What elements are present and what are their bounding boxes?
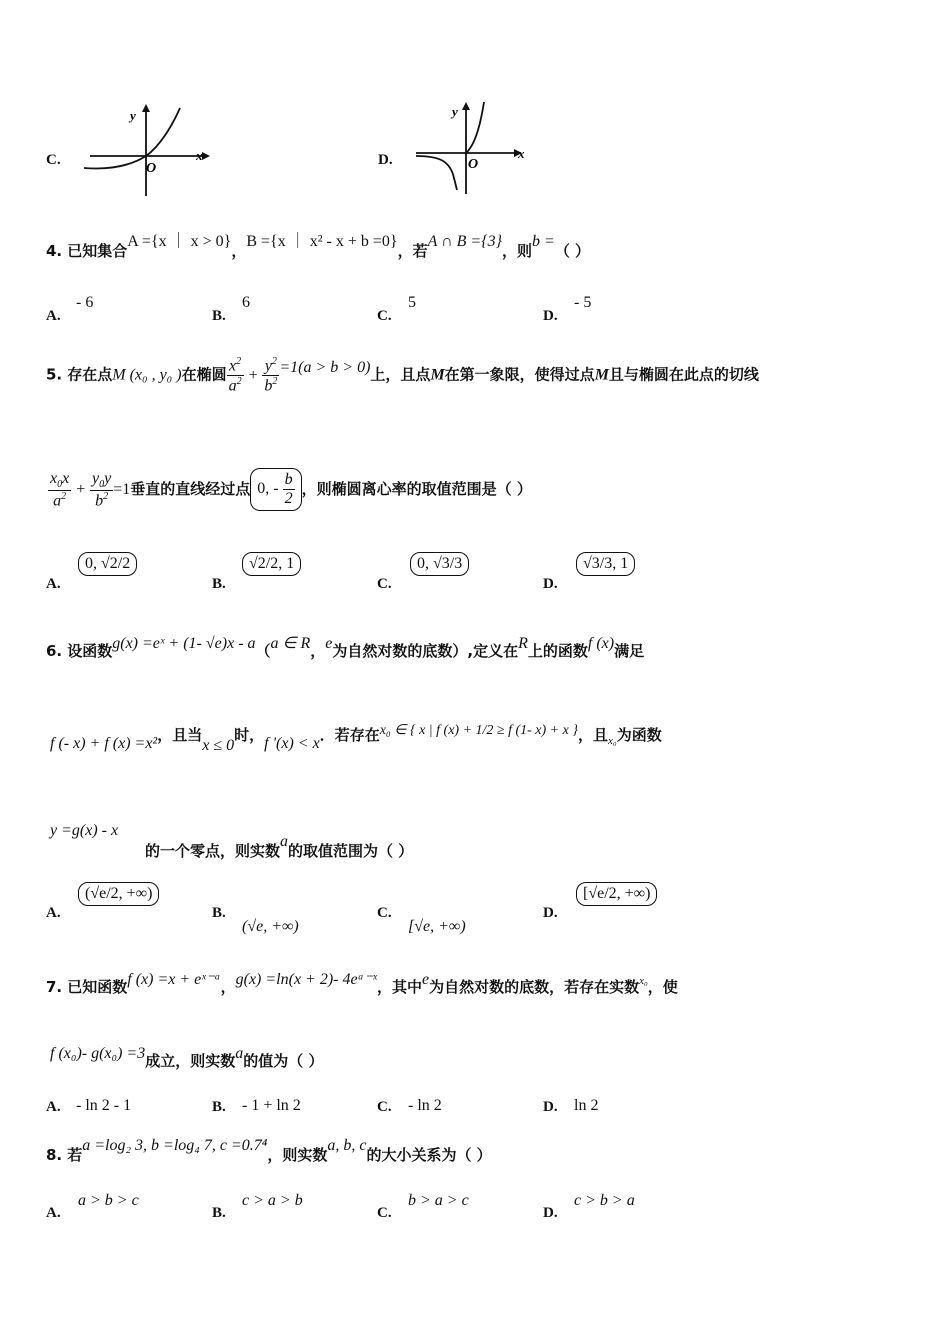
q5-text: 在第一象限，使得过点 — [444, 365, 595, 384]
q7-option-d-value: ln 2 — [574, 1097, 599, 1114]
question-5-line2: $\frac{x_0x}{a^2}$ + $\frac{y_0y}{b^2}$ =1垂直的直线经过点 0, - $\frac{b}{2}$ ，则椭圆离心率的取值范围是（ ） — [48, 468, 532, 511]
q5-text: 存在点 — [67, 365, 113, 384]
q6-text: ，且当 — [157, 726, 203, 744]
q8-option-b-value: c > a > b — [242, 1192, 303, 1209]
q6-set: x₀ ∈ { x | f (x) + 1/2 ≥ f (1- x) + x } — [379, 723, 578, 738]
question-7 — [46, 971, 678, 997]
q4-option-d-value: - 5 — [574, 294, 592, 311]
q4-text: ，则 — [502, 242, 533, 260]
q6-a: a — [280, 833, 289, 850]
question-number: 8. — [46, 1146, 63, 1164]
q6-option-a-value: (√e/2, +∞) — [78, 882, 159, 906]
graph-c-y-arrow — [142, 104, 150, 112]
q6-func: g(x) =eˣ + (1- √e)x - a — [112, 635, 256, 652]
q6-cond: a ∈ R — [270, 635, 311, 652]
q5-var-m: M — [430, 366, 445, 384]
question-number: 6. — [46, 642, 63, 660]
graph-c-x-label: x — [196, 148, 203, 163]
q4-option-a-label: A. — [46, 308, 61, 324]
q6-fx: f (x) — [587, 635, 615, 652]
q8-option-b-label: B. — [212, 1205, 226, 1221]
q7-option-b-label: B. — [212, 1099, 226, 1115]
q5-option-b-value: √2/2, 1 — [242, 552, 301, 576]
q6-option-c-label: C. — [377, 905, 392, 921]
q7-option-b-value: - 1 + ln 2 — [242, 1097, 301, 1114]
question-7-line2 — [50, 1042, 324, 1070]
q5-text: 垂直的直线经过点 — [130, 480, 251, 498]
q7-option-c-label: C. — [377, 1099, 392, 1115]
q5-text: ，则椭圆离心率的取值范围是（ ） — [301, 480, 532, 498]
q6-option-c-value: [√e, +∞) — [408, 918, 466, 935]
q6-text: ．若存在 — [319, 726, 380, 744]
q7-option-a-label: A. — [46, 1099, 61, 1115]
q8-text: 若 — [67, 1146, 83, 1164]
q5-text: 上，且点 — [370, 365, 431, 384]
q5-point2-den: 2 — [284, 490, 293, 507]
q7-text: ，使 — [647, 978, 678, 996]
q7-eq: f (x₀)- g(x₀) =3 — [50, 1045, 146, 1062]
q4-var: b = — [532, 233, 555, 250]
q6-cond2: x ≤ 0 — [202, 737, 235, 754]
q8-option-a-value: a > b > c — [78, 1192, 139, 1209]
q7-sep: ， — [220, 978, 236, 996]
q7-g: g(x) =ln(x + 2)- 4eᵃ⁻ˣ — [235, 971, 377, 988]
question-number: 4. — [46, 242, 63, 260]
q6-text: （ — [255, 642, 271, 660]
q6-text: 时， — [234, 726, 265, 744]
q5-text: 在椭圆 — [181, 365, 227, 384]
q4-text: （ ） — [554, 242, 591, 260]
q6-eq: f (- x) + f (x) =x² — [50, 735, 158, 752]
q6-r: R — [518, 635, 528, 652]
q6-text: 为自然对数的底数）,定义在 — [332, 642, 519, 660]
q5-point: M (x₀ , y₀ ) — [112, 366, 182, 384]
q7-text: ，其中 — [376, 978, 422, 996]
q5-point2: 0, - — [257, 480, 279, 498]
q4-text: 已知集合 — [67, 242, 128, 260]
q6-e: e — [325, 635, 333, 652]
q7-text: 的值为（ ） — [243, 1052, 324, 1070]
q7-option-a-value: - ln 2 - 1 — [76, 1097, 132, 1114]
q5-option-c-label: C. — [377, 576, 392, 592]
q7-e: e — [421, 971, 430, 988]
q5-var-m: M — [594, 366, 609, 384]
q5-option-c-value: 0, √3/3 — [410, 552, 469, 576]
q6-text: ， — [310, 642, 326, 660]
q7-text: 为自然对数的底数，若存在实数 — [429, 978, 640, 996]
q7-text: 成立，则实数 — [145, 1052, 236, 1070]
graph-d-y-label: y — [452, 104, 458, 119]
graph-c — [80, 100, 210, 200]
q4-set-a: A ={x ｜ x > 0} — [127, 233, 232, 250]
question-6-line3 — [50, 820, 413, 861]
q6-option-a-label: A. — [46, 905, 61, 921]
q5-text: 且与椭圆在此点的切线 — [608, 365, 759, 384]
q4-sep: ， — [231, 242, 247, 260]
q4-text: ，若 — [397, 242, 428, 260]
q6-deriv: f '(x) < x — [264, 735, 320, 752]
q7-text: 已知函数 — [67, 978, 128, 996]
q6-yfunc: y =g(x) - x — [50, 822, 119, 839]
question-8 — [46, 1137, 492, 1165]
q4-option-b-value: 6 — [242, 294, 250, 311]
q6-option-d-label: D. — [543, 905, 558, 921]
q5-point2-num: b — [284, 471, 293, 488]
q4-condition: A ∩ B ={3} — [427, 233, 503, 250]
q5-option-a-label: A. — [46, 576, 61, 592]
q8-expr: a =log₂ 3, b =log₄ 7, c =0.7⁴ — [82, 1137, 268, 1154]
q5-tangent-eq: =1 — [113, 481, 131, 498]
q5-option-d-value: √3/3, 1 — [576, 552, 635, 576]
q6-option-d-value: [√e/2, +∞) — [576, 882, 657, 906]
q4-option-b-label: B. — [212, 308, 226, 324]
q4-set-b: B ={x ｜ x² - x + b =0} — [246, 233, 398, 250]
graph-c-x-arrow — [202, 152, 210, 160]
q5-ellipse-condition: =1(a > b > 0) — [279, 358, 371, 376]
q4-option-a-value: - 6 — [76, 294, 94, 311]
q5-option-b-label: B. — [212, 576, 226, 592]
q6-text: 满足 — [614, 642, 645, 660]
q7-f: f (x) =x + eˣ⁻ᵃ — [127, 971, 221, 988]
graph-d-y-arrow — [462, 102, 470, 110]
graph-option-d-label: D. — [378, 152, 393, 168]
question-number: 7. — [46, 978, 63, 996]
q8-option-a-label: A. — [46, 1205, 61, 1221]
graph-d-origin: O — [468, 157, 479, 172]
q8-option-d-value: c > b > a — [574, 1192, 635, 1209]
q6-option-b-value: (√e, +∞) — [242, 918, 299, 935]
q8-option-c-value: b > a > c — [408, 1192, 469, 1209]
question-6 — [46, 635, 645, 661]
q6-option-b-label: B. — [212, 905, 226, 921]
q5-option-d-label: D. — [543, 576, 558, 592]
graph-option-c-label: C. — [46, 152, 61, 168]
graph-d-x-label: x — [518, 146, 525, 161]
q8-option-c-label: C. — [377, 1205, 392, 1221]
graph-d — [410, 98, 530, 198]
q6-text: 的一个零点，则实数 — [145, 842, 281, 860]
q4-option-c-label: C. — [377, 308, 392, 324]
graph-c-origin: O — [146, 161, 157, 176]
q6-text: 的取值范围为（ ） — [288, 842, 414, 860]
q4-option-c-value: 5 — [408, 294, 416, 311]
question-5: 5. 存在点M (x₀ , y₀ )在椭圆 $\frac{x^2}{a^2}$ + $\frac{y^2}{b^2}$ =1(a > b > 0)上，且点M在第一象限，使得过点M且与椭圆在此点的切线 — [46, 356, 759, 395]
q7-a: a — [235, 1045, 244, 1062]
q6-text: 为函数 — [616, 726, 662, 744]
q7-x0: x₀ — [639, 975, 648, 987]
graph-d-left-branch — [416, 156, 457, 190]
q8-option-d-label: D. — [543, 1205, 558, 1221]
q6-text: 设函数 — [67, 642, 113, 660]
q6-text: ，且 — [577, 726, 608, 744]
q7-option-c-value: - ln 2 — [408, 1097, 442, 1114]
question-6-line2 — [50, 723, 662, 754]
q6-x0: x₀ — [607, 735, 617, 747]
q4-option-d-label: D. — [543, 308, 558, 324]
q8-text: ，则实数 — [267, 1146, 328, 1164]
q6-text: 上的函数 — [527, 642, 588, 660]
question-number: 5. — [46, 365, 63, 384]
q5-option-a-value: 0, √2/2 — [78, 552, 137, 576]
q8-text: 的大小关系为（ ） — [366, 1146, 492, 1164]
q7-option-d-label: D. — [543, 1099, 558, 1115]
graph-c-y-label: y — [130, 108, 136, 123]
question-4 — [46, 233, 591, 261]
q8-vars: a, b, c — [327, 1137, 367, 1154]
